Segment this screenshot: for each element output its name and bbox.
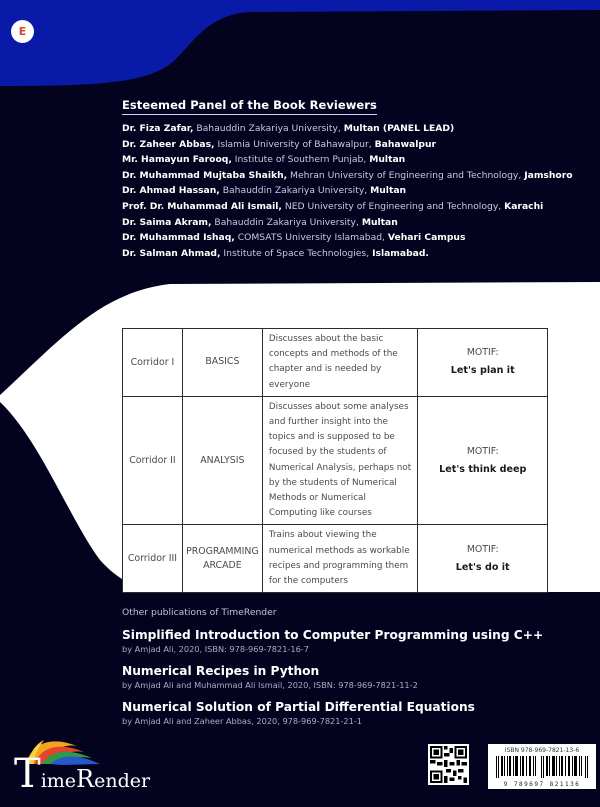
corridor-name: Corridor I: [123, 329, 183, 397]
corridor-motif: MOTIF: Let's plan it: [418, 329, 548, 397]
reviewer-item: Mr. Hamayun Farooq, Institute of Southern Punjab, Multan: [122, 154, 406, 166]
corridor-title: PROGRAMMING ARCADE: [182, 525, 262, 593]
publication-item: [122, 628, 543, 655]
publication-item: [122, 700, 543, 727]
reviewer-item: Dr. Muhammad Ishaq, COMSATS University Islamabad, Vehari Campus: [122, 232, 466, 244]
reviewer-item: Dr. Ahmad Hassan, Bahauddin Zakariya University, Multan: [122, 185, 407, 197]
reviewer-item: Dr. Zaheer Abbas, Islamia University of Bahawalpur, Bahawalpur: [122, 138, 437, 150]
reviewer-item: Dr. Fiza Zafar, Bahauddin Zakariya University, Multan (PANEL LEAD): [122, 123, 455, 134]
publication-meta: by Amjad Ali and Muhammad Ali Ismail, 2020, ISBN: 978-969-7821-11-2: [122, 680, 418, 690]
corridor-description: Trains about viewing the numerical methods as workable recipes and programming them for the computers: [262, 525, 418, 593]
reviewers-heading: Esteemed Panel of the Book Reviewers: [122, 98, 377, 115]
publication-meta: by Amjad Ali, 2020, ISBN: 978-969-7821-16-7: [122, 644, 309, 654]
reviewer-item: Dr. Muhammad Mujtaba Shaikh, Mehran University of Engineering and Technology, Jamshoro: [122, 169, 573, 181]
corridor-motif: MOTIF: Let's do it: [418, 525, 548, 593]
corridor-name: Corridor II: [123, 396, 183, 525]
reviewer-item: Prof. Dr. Muhammad Ali Ismail, NED University of Engineering and Technology, Karachi: [122, 200, 544, 212]
publication-meta: by Amjad Ali and Zaheer Abbas, 2020, 978-969-7821-21-1: [122, 716, 362, 726]
isbn-barcode: [488, 744, 596, 789]
publication-title: Numerical Recipes in Python: [122, 664, 320, 678]
edition-badge: E: [11, 20, 34, 43]
barcode-icon: [496, 756, 588, 778]
corridor-title: BASICS: [182, 329, 262, 397]
corridor-motif: MOTIF: Let's think deep: [418, 396, 548, 525]
publications-heading: Other publications of TimeRender: [122, 607, 277, 618]
corridor-description: Discusses about some analyses and further insight into the topics and is supposed to be focused by the students of Numerical Analysis, perhaps not by the students of Numerical Methods or Numerical Computing like courses: [262, 396, 418, 525]
reviewer-item: Dr. Saima Akram, Bahauddin Zakariya University, Multan: [122, 216, 398, 228]
publication-title: Simplified Introduction to Computer Programming using C++: [122, 628, 544, 642]
reviewer-item: Dr. Salman Ahmad, Institute of Space Technologies, Islamabad.: [122, 247, 429, 259]
publication-title: Numerical Solution of Partial Differential Equations: [122, 700, 475, 714]
table-row: [123, 525, 548, 593]
table-row: [123, 396, 548, 525]
reviewers-panel: [122, 94, 573, 261]
barcode-digits: 9 789697 821136: [503, 781, 581, 788]
table-row: [123, 329, 548, 397]
isbn-label: ISBN 978-969-7821-13-6: [504, 747, 580, 754]
publication-item: [122, 664, 543, 691]
timerender-logo: [14, 734, 151, 797]
other-publications: [122, 607, 543, 736]
logo-wordmark: TimeRender: [14, 751, 151, 797]
qr-code-icon: [430, 746, 467, 783]
corridor-description: Discusses about the basic concepts and methods of the chapter and is needed by everyone: [262, 329, 418, 397]
corridor-name: Corridor III: [123, 525, 183, 593]
corridors-table: [122, 328, 548, 593]
qr-code[interactable]: [428, 744, 469, 785]
corridor-title: ANALYSIS: [182, 396, 262, 525]
